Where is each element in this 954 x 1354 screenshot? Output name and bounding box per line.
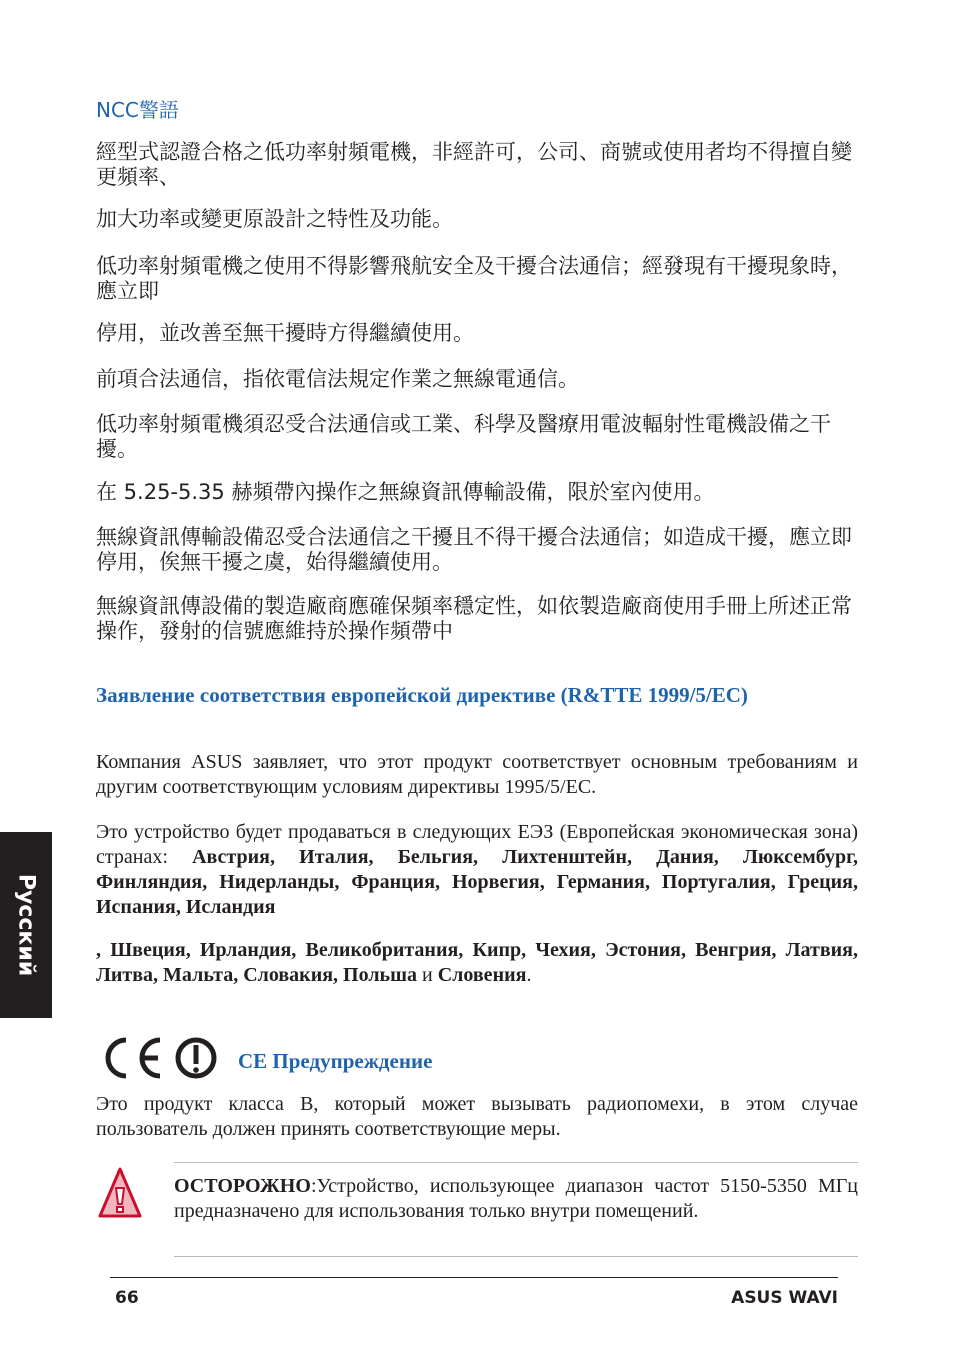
footer-rule bbox=[110, 1277, 838, 1278]
ncc-paragraph-1: 經型式認證合格之低功率射頻電機，非經許可，公司、商號或使用者均不得擅自變更頻率、 bbox=[96, 140, 852, 189]
ncc-paragraph-3: 低功率射頻電機之使用不得影響飛航安全及干擾合法通信；經發現有干擾現象時，應立即 bbox=[96, 254, 852, 303]
caution-label: ОСТОРОЖНО bbox=[174, 1175, 311, 1197]
ncc-title: NCC警語 bbox=[96, 98, 179, 122]
eu-countries-and: и bbox=[417, 964, 438, 986]
footer-product-name: ASUS WAVI bbox=[731, 1288, 838, 1308]
caution-text: :Устройство, использующее диапазон частот 5150-5350 МГц предназначено для использования только внутри помещений. bbox=[174, 1175, 858, 1222]
ce-warning-heading: CE Предупреждение bbox=[238, 1049, 433, 1073]
ce-alert-mark-icon bbox=[96, 1036, 220, 1080]
eu-countries-lead: Это устройство будет продаваться в следующих ЕЭЗ (Европейская экономическая зона) странах: bbox=[96, 821, 858, 868]
ncc-paragraph-7: 在 5.25-5.35 赫頻帶內操作之無線資訊傳輸設備，限於室內使用。 bbox=[96, 480, 715, 504]
ncc-paragraph-2: 加大功率或變更原設計之特性及功能。 bbox=[96, 207, 453, 231]
ncc-paragraph-8: 無線資訊傳輸設備忍受合法通信之干擾且不得干擾合法通信；如造成干擾，應立即停用，俟無干擾之虞，始得繼續使用。 bbox=[96, 525, 852, 574]
ncc-paragraph-5: 前項合法通信，指依電信法規定作業之無線電通信。 bbox=[96, 367, 579, 391]
ncc-paragraph-4: 停用，並改善至無干擾時方得繼續使用。 bbox=[96, 321, 474, 345]
language-side-tab-label: Русский bbox=[13, 873, 39, 977]
eu-countries-paragraph bbox=[96, 820, 858, 920]
eu-countries-last: Словения bbox=[437, 964, 527, 986]
eu-countries-list-a: Австрия, Италия, Бельгия, Лихтенштейн, Дания, Люксембург, Финляндия, Нидерланды, Франция, Норвегия, Германия, Португалия, Греция, Испания, Исландия bbox=[96, 846, 858, 918]
warning-triangle-icon bbox=[97, 1166, 143, 1220]
eu-countries-list-b: , Швеция, Ирландия, Великобритания, Кипр, Чехия, Эстония, Венгрия, Латвия, Литва, Мальта, Словакия, Польша bbox=[96, 939, 858, 986]
eu-declaration-heading: Заявление соответствия европейской директиве (R&TTE 1999/5/EC) bbox=[96, 683, 748, 707]
eu-countries-end: . bbox=[526, 964, 532, 986]
language-side-tab bbox=[0, 832, 52, 1018]
caution-paragraph bbox=[174, 1174, 858, 1224]
ce-warning-text: Это продукт класса B, который может вызывать радиопомехи, в этом случае пользователь должен принять соответствующие меры. bbox=[96, 1093, 858, 1140]
eu-countries-paragraph-2 bbox=[96, 938, 858, 988]
eu-declaration-intro: Компания ASUS заявляет, что этот продукт соответствует основным требованиям и другим соответствующим условиям директивы 1995/5/EC. bbox=[96, 751, 858, 798]
page-number: 66 bbox=[115, 1288, 139, 1308]
caution-bottom-rule bbox=[174, 1256, 858, 1257]
caution-top-rule bbox=[174, 1162, 858, 1163]
ncc-paragraph-9: 無線資訊傳設備的製造廠商應確保頻率穩定性，如依製造廠商使用手冊上所述正常操作，發射的信號應維持於操作頻帶中 bbox=[96, 594, 852, 643]
ncc-paragraph-6: 低功率射頻電機須忍受合法通信或工業、科學及醫療用電波輻射性電機設備之干擾。 bbox=[96, 412, 831, 461]
